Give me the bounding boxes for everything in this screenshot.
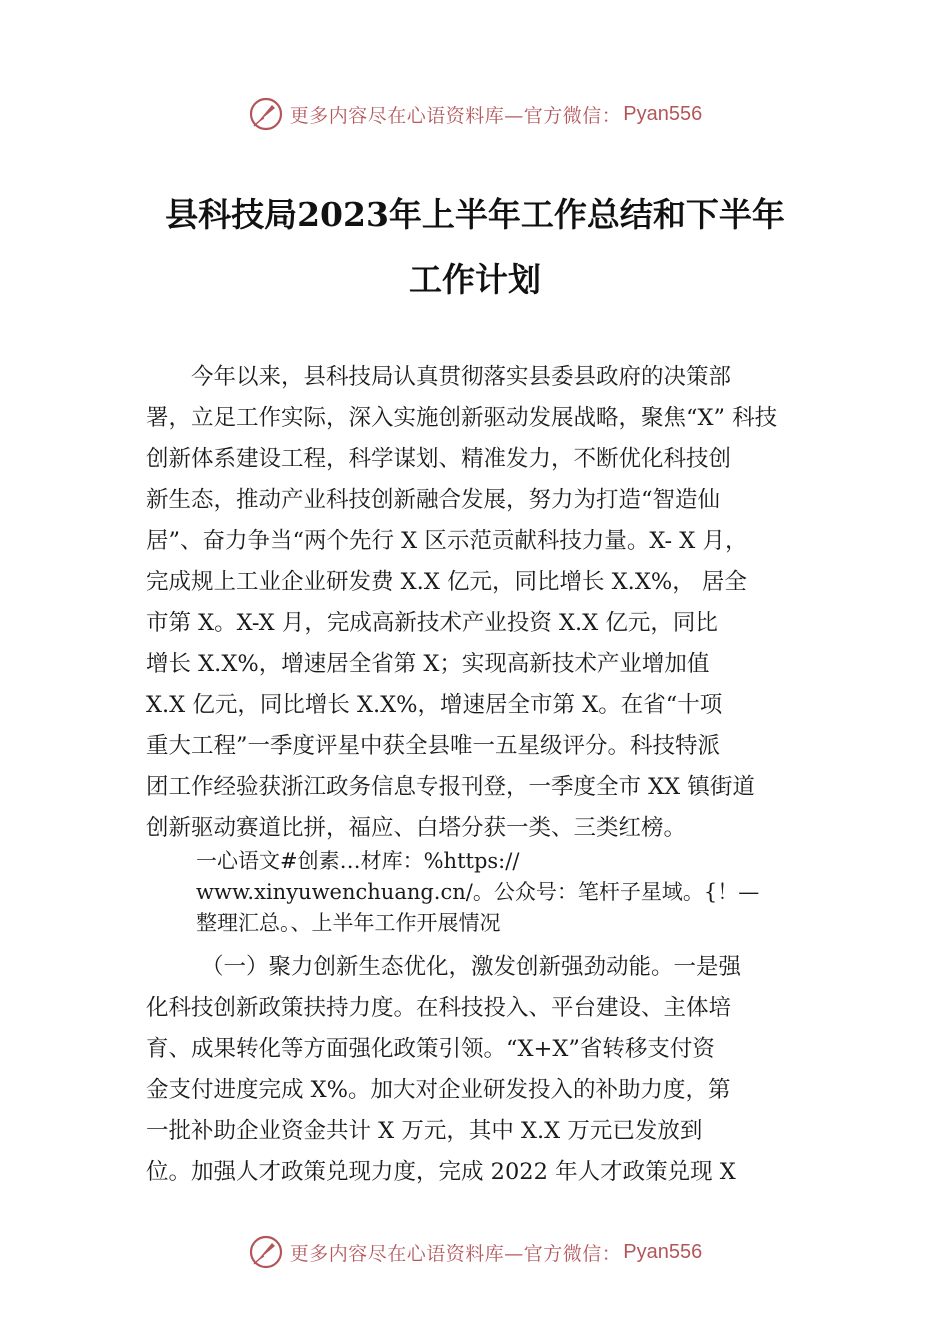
text-line: 今年以来，县科技局认真贯彻落实县委县政府的决策部 (191, 364, 732, 390)
text-line: 完成规上工业企业研发费 X.X 亿元，同比增长 X.X%， 居全 (146, 569, 747, 595)
document-title-line2: 工作计划 (409, 260, 541, 299)
text-line: 一批补助企业资金共计 X 万元，其中 X.X 万元已发放到 (146, 1118, 703, 1144)
text-line: 创新驱动赛道比拼，福应、白塔分获一类、三类红榜。 (146, 815, 687, 841)
document-title-line1: 县科技局2023年上半年工作总结和下半年 (165, 195, 785, 234)
section1-paragraph (146, 947, 818, 1193)
intro-paragraph (146, 357, 818, 849)
text-line: 位。加强人才政策兑现力度，完成 2022 年人才政策兑现 X (146, 1159, 736, 1185)
footer-banner (0, 1232, 950, 1272)
text-line: 市第 X。X-X 月，完成高新技术产业投资 X.X 亿元，同比 (146, 610, 718, 636)
text-line: 署，立足工作实际，深入实施创新驱动发展战略，聚焦“X” 科技 (146, 405, 778, 431)
text-line: 创新体系建设工程，科学谋划、精准发力，不断优化科技创 (146, 446, 732, 472)
text-line: 新生态，推动产业科技创新融合发展，努力为打造“智造仙 (146, 487, 721, 513)
text-line: www.xinyuwenchuang.cn/。公众号：笔杆子星域。{！— (196, 880, 760, 904)
text-line: 育、成果转化等方面强化政策引领。“X+X”省转移支付资 (146, 1036, 715, 1062)
text-line: 增长 X.X%，增速居全省第 X；实现高新技术产业增加值 (146, 651, 710, 677)
text-line: 化科技创新政策扶持力度。在科技投入、平台建设、主体培 (146, 995, 732, 1021)
header-banner (0, 94, 950, 134)
banner-wechat-id: Pyan556 (623, 1240, 703, 1263)
text-line: 居”、奋力争当“两个先行 X 区示范贡献科技力量。X- X 月， (146, 528, 748, 554)
banner-text: 更多内容尽在心语资料库—官方微信： (289, 104, 622, 127)
banner-wechat-id: Pyan556 (623, 102, 703, 125)
source-note (196, 846, 868, 939)
text-line: （一）聚力创新生态优化，激发创新强劲动能。一是强 (201, 954, 742, 980)
quill-pen-logo-icon (248, 1234, 284, 1270)
text-line: X.X 亿元，同比增长 X.X%，增速居全市第 X。在省“十项 (146, 692, 723, 718)
text-line: 一心语文#创素…材库：%https:// (196, 849, 520, 873)
text-line: 重大工程”一季度评星中获全县唯一五星级评分。科技特派 (146, 733, 721, 759)
section-heading: 整理汇总。、上半年工作开展情况 (196, 911, 501, 935)
text-line: 金支付进度完成 X%。加大对企业研发投入的补助力度，第 (146, 1077, 731, 1103)
banner-text: 更多内容尽在心语资料库—官方微信： (289, 1242, 622, 1265)
quill-pen-logo-icon (248, 96, 284, 132)
text-line: 团工作经验获浙江政务信息专报刊登，一季度全市 XX 镇街道 (146, 774, 755, 800)
